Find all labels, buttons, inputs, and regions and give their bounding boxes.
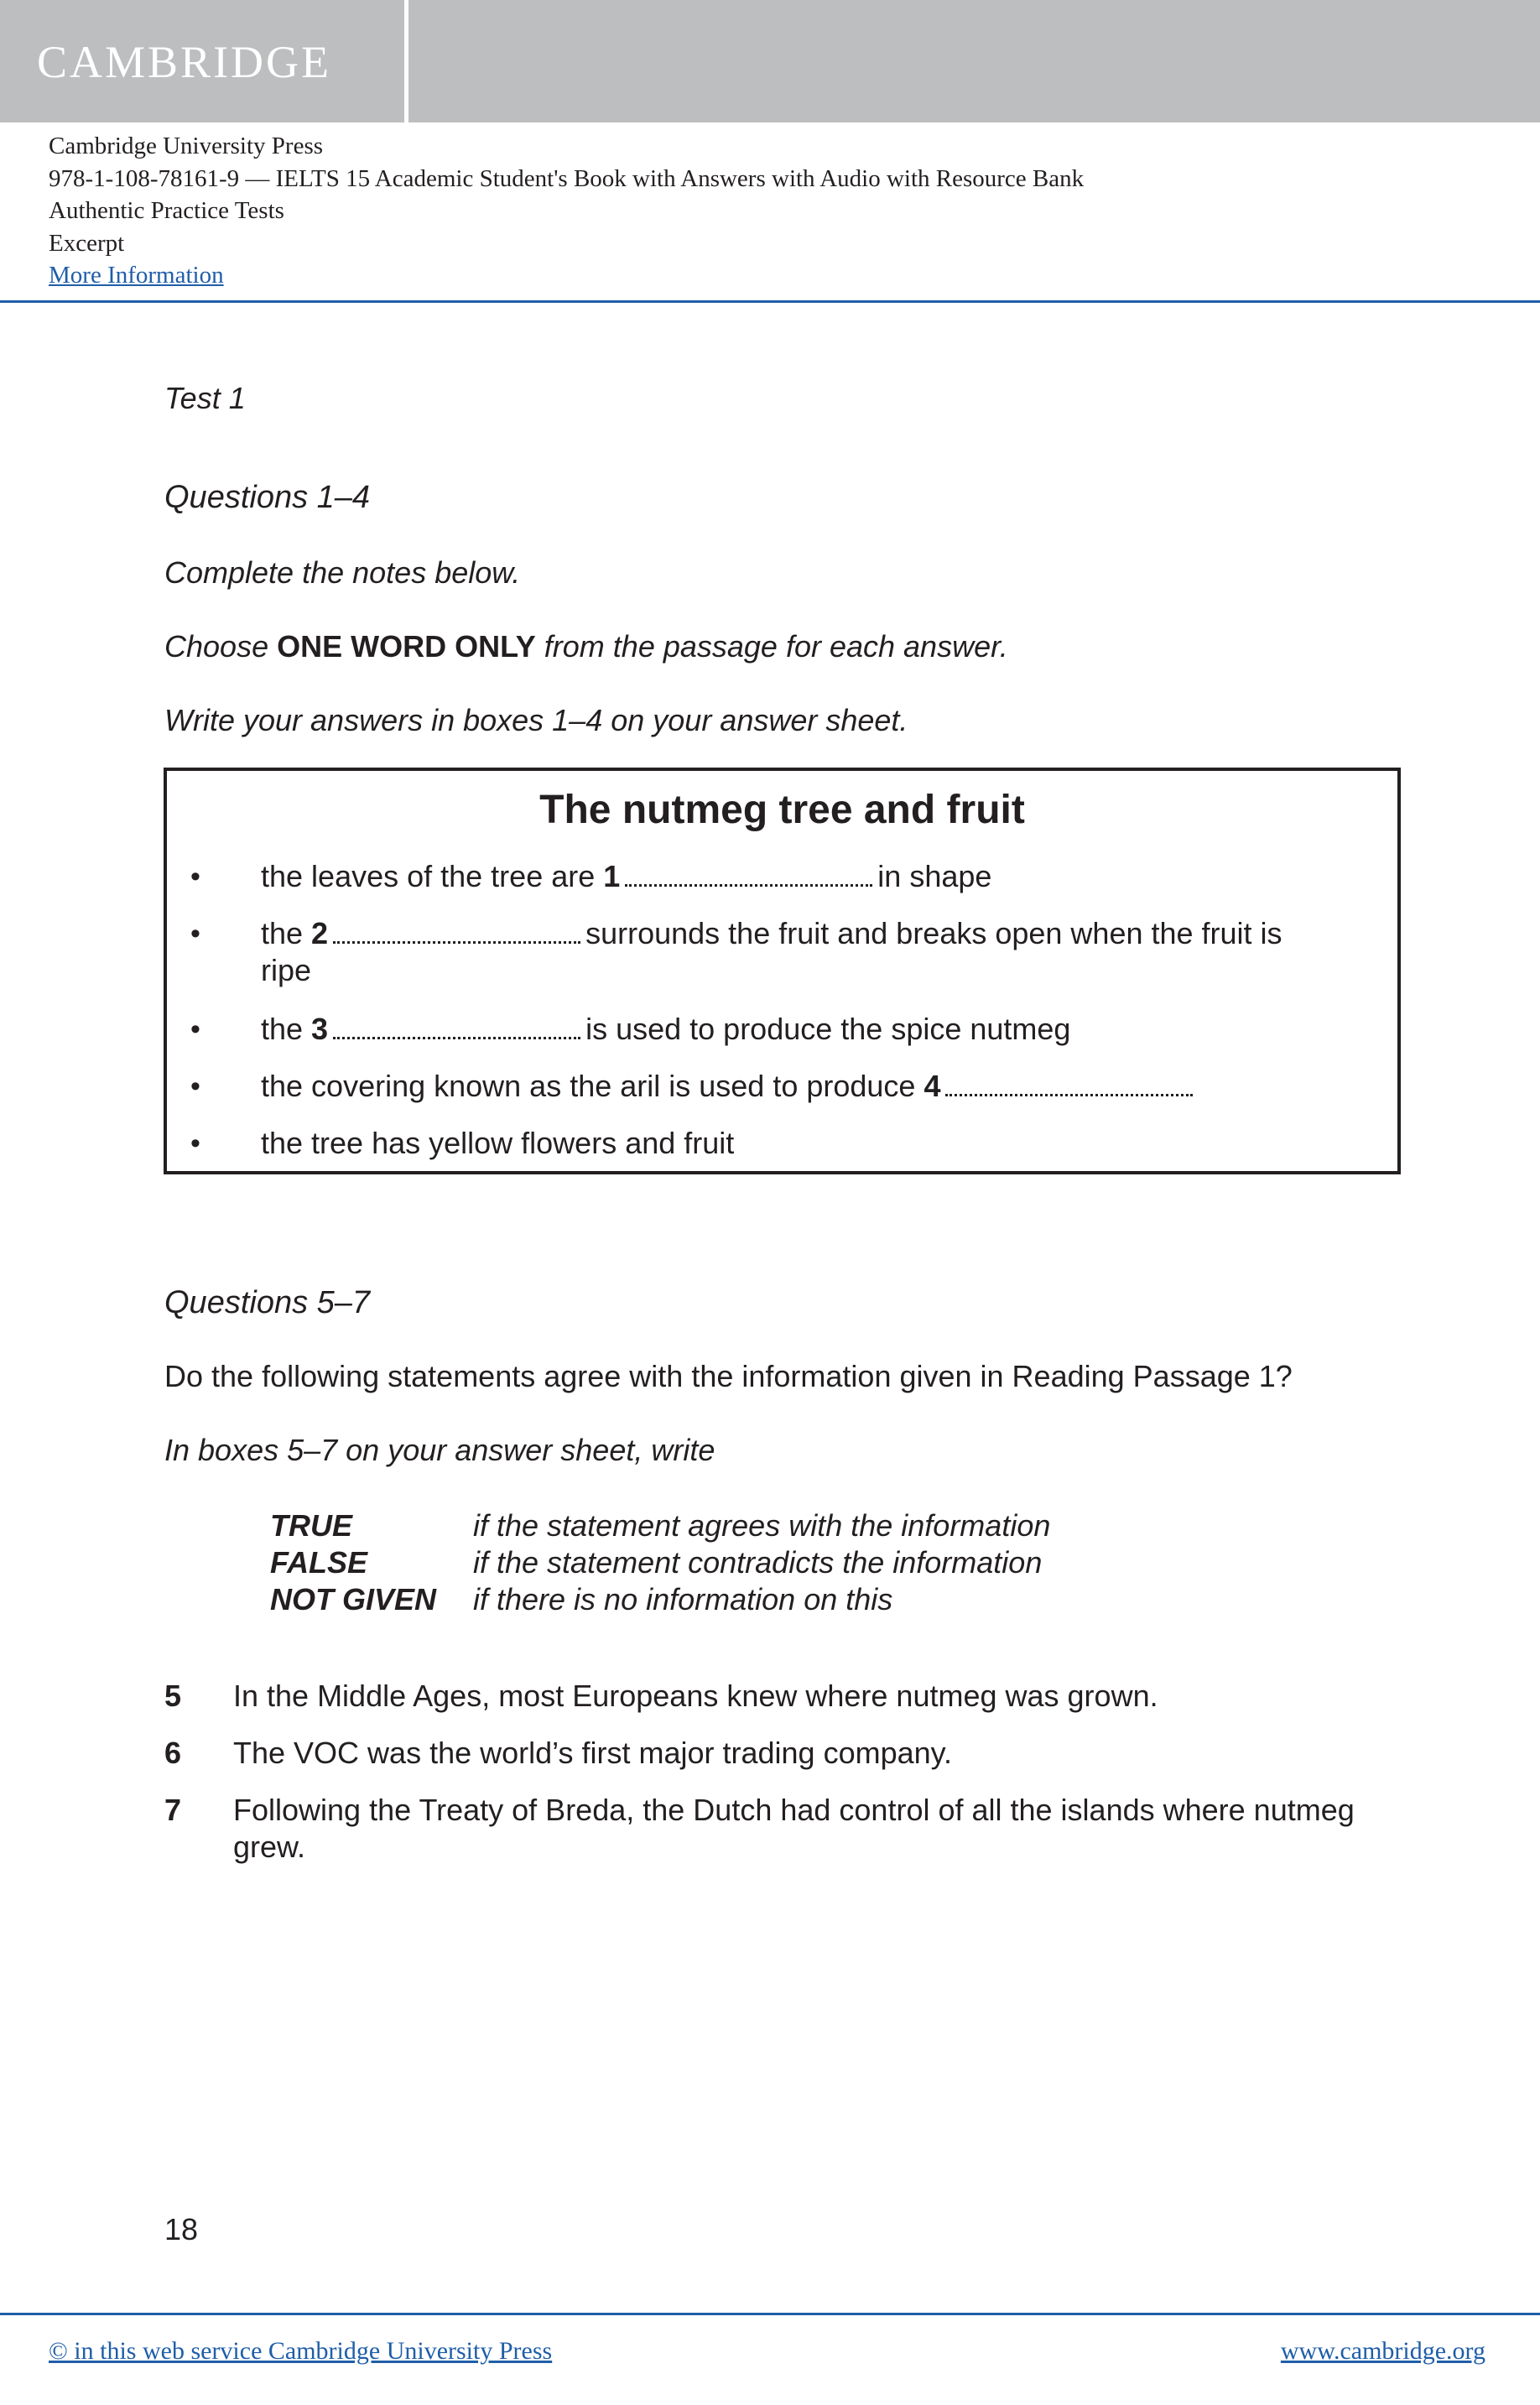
answer-gap-2[interactable] [333, 919, 580, 944]
bullet-icon: • [190, 861, 200, 893]
statement-number: 5 [164, 1679, 182, 1713]
gap-number: 2 [311, 916, 329, 950]
answer-gap-1[interactable] [625, 862, 872, 887]
notes-text: the leaves of the tree are [261, 859, 604, 893]
cambridge-logo: CAMBRIDGE [37, 37, 332, 87]
notes-item-text [261, 915, 1326, 989]
statement-text: The VOC was the world’s first major trading company. [233, 1736, 952, 1770]
footer-right [1281, 2336, 1485, 2366]
book-metadata [49, 130, 1084, 292]
header-band [0, 0, 1540, 122]
notes-text: the [261, 916, 312, 950]
publisher-name: Cambridge University Press [49, 133, 324, 159]
notes-item-text [261, 858, 1334, 895]
statement-number: 7 [164, 1793, 182, 1827]
section2-instruction-agree: Do the following statements agree with the information given in Reading Passage 1? [164, 1359, 1293, 1393]
gap-number: 3 [311, 1012, 329, 1046]
notes-box [164, 768, 1401, 1174]
page-number: 18 [164, 2212, 199, 2246]
answer-gap-3[interactable] [333, 1015, 580, 1039]
notes-item-text [261, 1068, 1334, 1105]
book-subtitle: Authentic Practice Tests [49, 197, 284, 224]
test-label: Test 1 [164, 381, 246, 415]
section1-heading: Questions 1–4 [164, 480, 371, 515]
option-key-false: FALSE [270, 1545, 368, 1580]
bullet-icon: • [190, 1127, 200, 1159]
isbn-title: 978-1-108-78161-9 — IELTS 15 Academic Student's Book with Answers with Audio with Resource Bank [49, 164, 1085, 192]
footer-rule [0, 2313, 1540, 2315]
option-desc-false: if the statement contradicts the information [473, 1545, 1043, 1580]
notes-text: is used to produce the spice nutmeg [585, 1012, 1071, 1046]
header-rule [0, 300, 1540, 303]
footer-left [49, 2336, 552, 2366]
option-key-not-given: NOT GIVEN [270, 1582, 437, 1616]
instruction-text: from the passage for each answer. [535, 629, 1008, 664]
notes-text: in shape [877, 859, 992, 893]
bullet-icon: • [190, 1070, 200, 1102]
statement-text: Following the Treaty of Breda, the Dutch had control of all the islands where nutmeg grew. [233, 1793, 1355, 1864]
answer-gap-4[interactable] [945, 1072, 1193, 1096]
section1-instruction-choose [164, 628, 1008, 665]
notes-item-text [261, 1011, 1334, 1048]
notes-text: the [261, 1012, 312, 1046]
notes-item-text: the tree has yellow flowers and fruit [261, 1126, 735, 1160]
copyright-link[interactable]: © in this web service Cambridge University Press [49, 2337, 553, 2365]
website-link[interactable]: www.cambridge.org [1280, 2337, 1485, 2365]
section2-instruction-write: In boxes 5–7 on your answer sheet, write [164, 1433, 715, 1467]
option-key-true: TRUE [270, 1508, 352, 1543]
word-limit: ONE WORD ONLY [277, 629, 536, 664]
bullet-icon: • [190, 918, 200, 950]
option-desc-true: if the statement agrees with the information [473, 1508, 1051, 1543]
notes-title: The nutmeg tree and fruit [539, 788, 1025, 832]
section1-instruction-write: Write your answers in boxes 1–4 on your answer sheet. [164, 703, 908, 737]
bullet-icon: • [190, 1013, 200, 1045]
statement-text: In the Middle Ages, most Europeans knew where nutmeg was grown. [233, 1679, 1158, 1713]
section2-heading: Questions 5–7 [164, 1285, 371, 1320]
excerpt-label: Excerpt [49, 229, 125, 257]
header-divider [404, 0, 408, 122]
section1-instruction-complete: Complete the notes below. [164, 555, 521, 590]
more-information-link[interactable]: More Information [49, 262, 224, 289]
option-desc-not-given: if there is no information on this [473, 1582, 893, 1616]
statement-number: 6 [164, 1736, 182, 1770]
gap-number: 4 [923, 1069, 941, 1103]
notes-text: the covering known as the aril is used to produce [261, 1069, 924, 1103]
gap-number: 1 [603, 859, 621, 893]
notes-text: surrounds the fruit and breaks open when the fruit is ripe [261, 916, 1282, 987]
instruction-text: Choose [164, 629, 278, 664]
